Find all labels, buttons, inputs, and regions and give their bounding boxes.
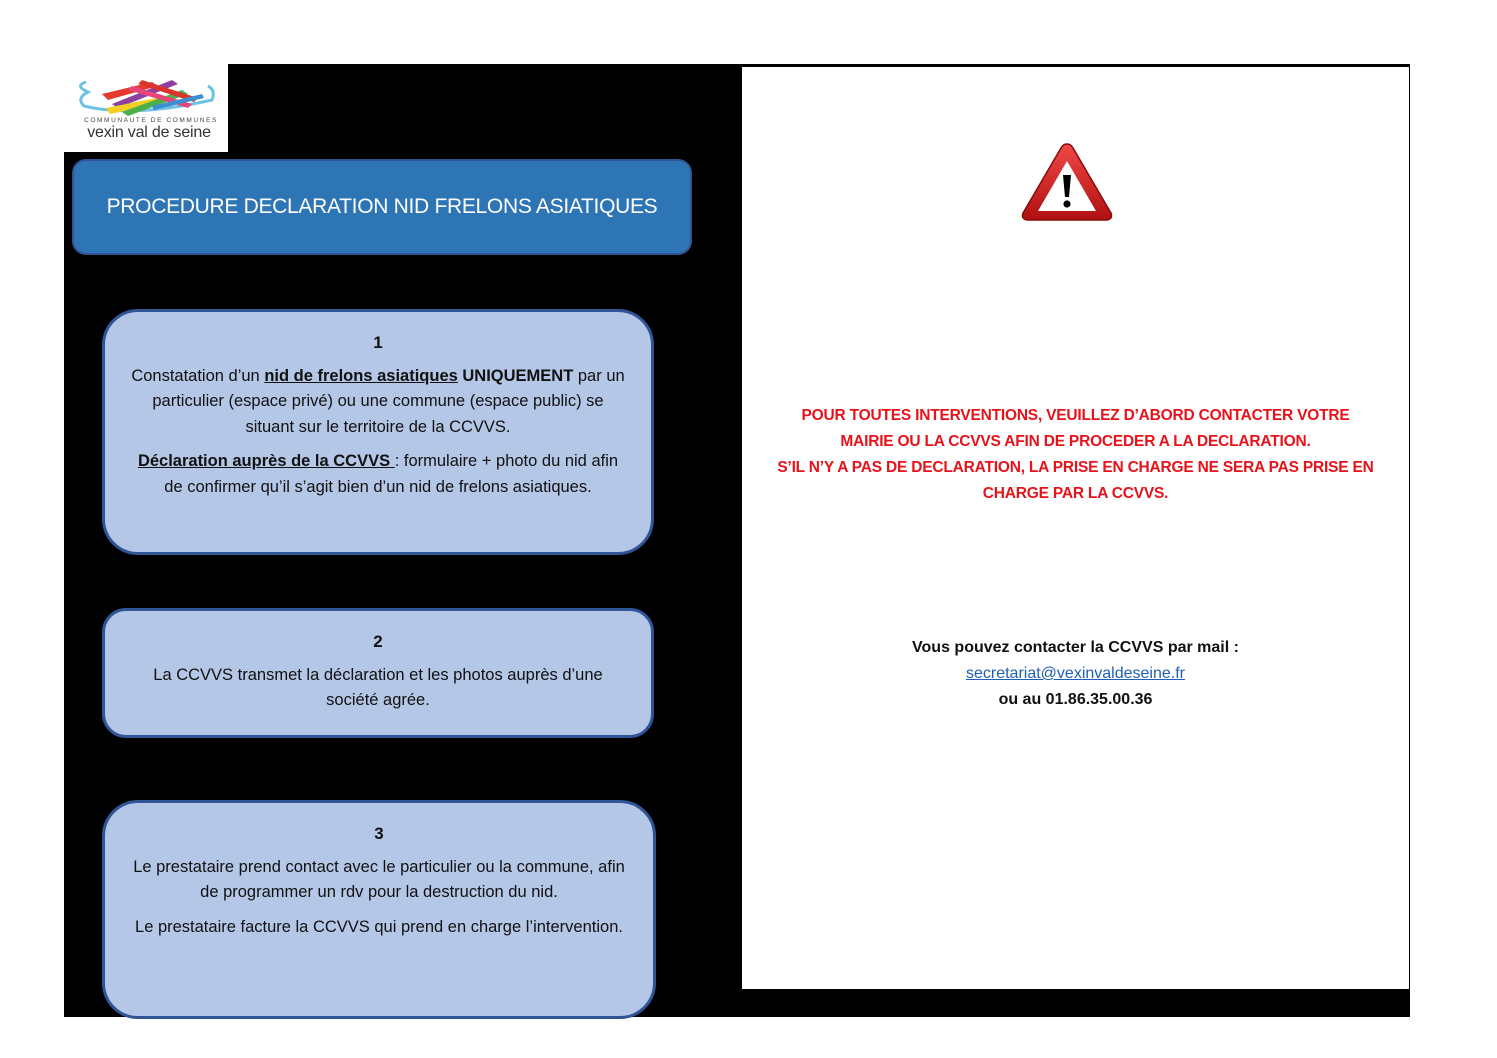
procedure-title-box bbox=[72, 159, 692, 255]
step-2-box bbox=[102, 608, 654, 738]
step-1-paragraph-2: Déclaration auprès de la CCVVS : formulaire + photo du nid afin de confirmer qu’il s’agit bien d’un nid de frelons asiatiques. bbox=[137, 452, 619, 496]
logo-subtitle: COMMUNAUTE DE COMMUNES bbox=[84, 117, 218, 124]
phone-line: ou au 01.86.35.00.36 bbox=[998, 691, 1153, 708]
contact-info bbox=[742, 635, 1409, 713]
step-2-paragraph-1: La CCVVS transmet la déclaration et les photos auprès d’une société agrée. bbox=[153, 665, 603, 709]
step-3-paragraph-2: Le prestataire facture la CCVVS qui prend en charge l’intervention. bbox=[135, 917, 623, 936]
page-title: PROCEDURE DECLARATION NID FRELONS ASIATIQUES bbox=[106, 195, 658, 218]
highlight-nest-type: nid de frelons asiatiques bbox=[264, 366, 458, 385]
step-1-paragraph-1: Constatation d’un nid de frelons asiatiques UNIQUEMENT par un particulier (espace privé) ou une commune (espace public) se situant sur le territoire de la CCVVS. bbox=[131, 366, 625, 436]
highlight-declaration: Déclaration auprès de la CCVVS bbox=[137, 452, 395, 470]
logo-graphic-icon bbox=[72, 72, 220, 118]
info-panel bbox=[742, 67, 1409, 989]
logo-name: vexin val de seine bbox=[87, 124, 211, 141]
email-link[interactable]: secretariat@vexinvaldeseine.fr bbox=[965, 665, 1185, 682]
logo bbox=[64, 64, 228, 152]
contact-intro: Vous pouvez contacter la CCVVS par mail : bbox=[912, 639, 1239, 656]
step-3-paragraph-1: Le prestataire prend contact avec le particulier ou la commune, afin de programmer un rdv pour la destruction du nid. bbox=[133, 857, 625, 901]
step-3-box bbox=[102, 800, 656, 1019]
step-number: 2 bbox=[373, 632, 383, 651]
warning-message: POUR TOUTES INTERVENTIONS, VEUILLEZ D’ABORD CONTACTER VOTRE MAIRIE OU LA CCVVS AFIN DE PROCEDER A LA DECLARATION. S’IL N’Y A PAS DE DECLARATION, LA PRISE EN CHARGE NE SERA PAS PRISE EN CHARGE PAR LA CCVVS. bbox=[777, 407, 1374, 502]
warning-triangle-icon bbox=[1020, 141, 1114, 223]
step-1-box bbox=[102, 309, 654, 555]
step-number: 1 bbox=[373, 333, 383, 352]
step-number: 3 bbox=[374, 824, 384, 843]
